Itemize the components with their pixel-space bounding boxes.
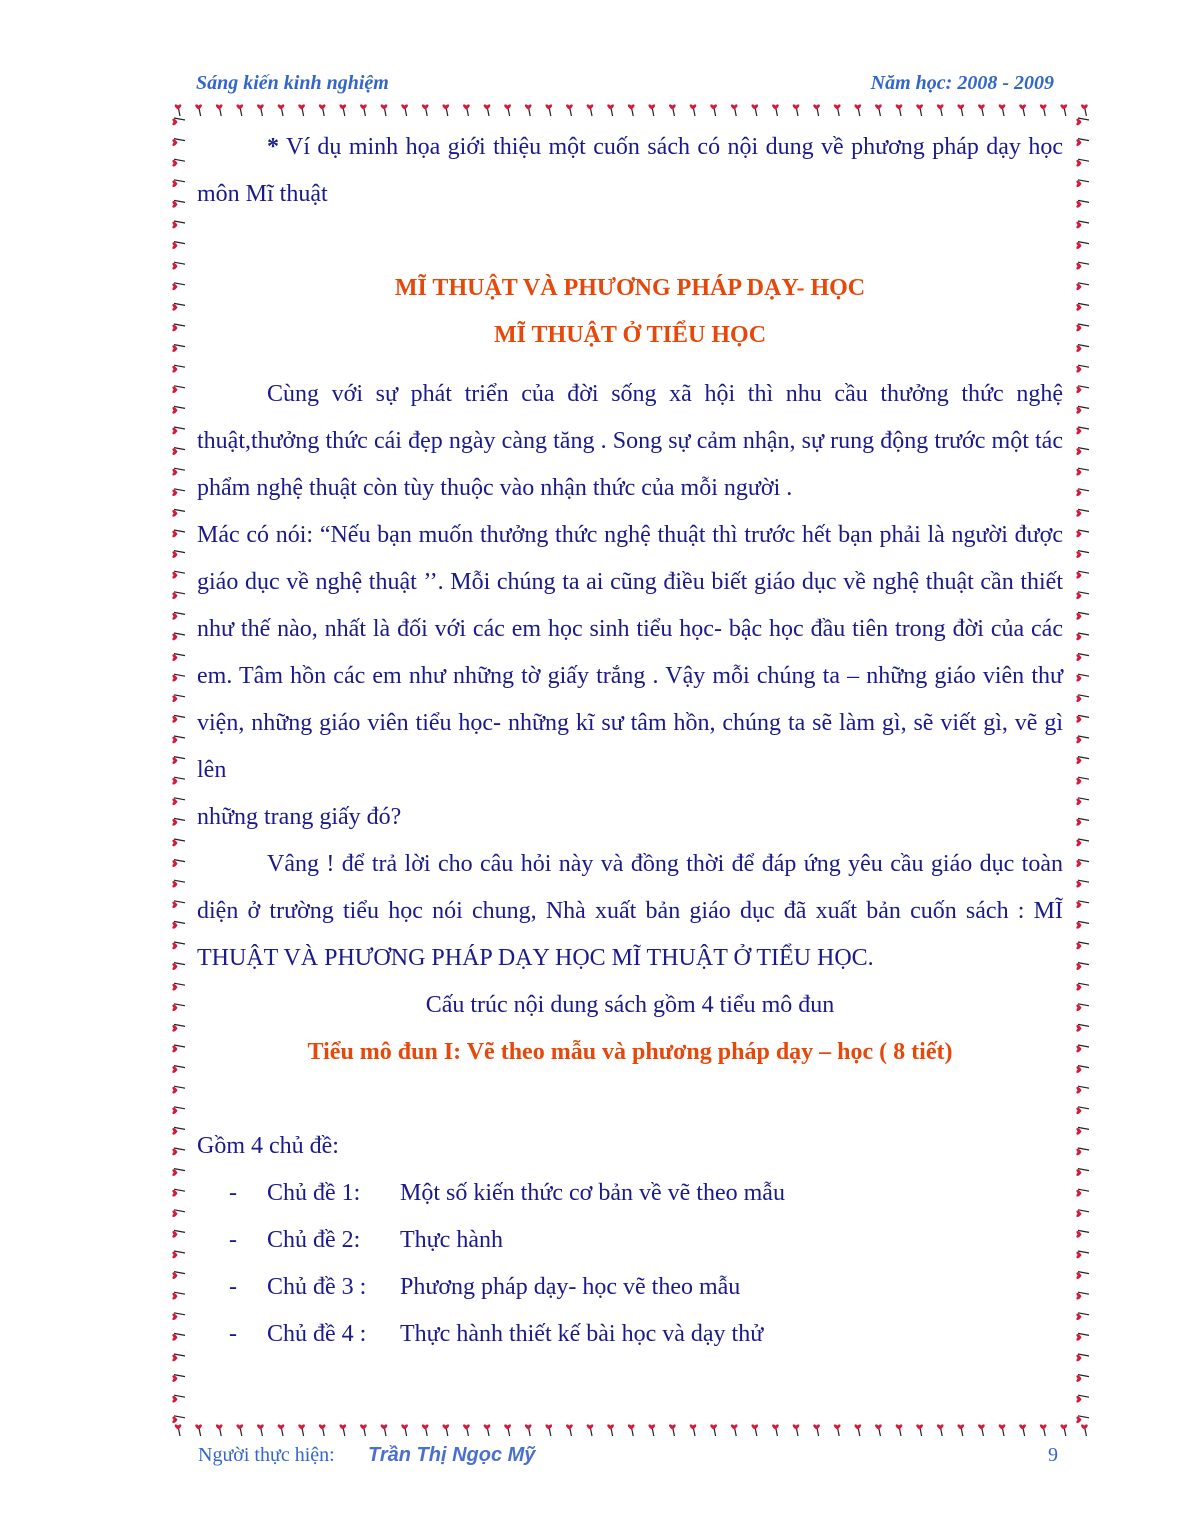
heart-ornament-icon [999,104,1006,116]
heart-ornament-icon [1076,365,1089,372]
page-header [196,72,1056,102]
heart-ornament-icon [381,1424,388,1436]
heart-ornament-icon [442,104,449,116]
heart-ornament-icon [381,104,388,116]
paragraph-1: Cùng với sự phát triển của đời sống xã hội thì nhu cầu thưởng thức nghệ thuật,thưởng thức cái đẹp ngày càng tăng . Song sự cảm nhận, sự rung động trước một tác phẩm nghệ thuật còn tùy thuộc vào nhận thức của mỗi người . [197,381,1063,501]
heart-ornament-icon [1076,1210,1089,1217]
heart-ornament-icon [916,104,923,116]
topic-text: Một số kiến thức cơ bản về vẽ theo mẫu [400,1180,785,1206]
topic-dash: - [229,1227,237,1253]
heart-ornament-icon [484,1424,491,1436]
heart-ornament-icon [1019,1424,1026,1436]
document-body [197,124,1063,1358]
heart-ornament-icon [172,118,185,125]
heart-ornament-icon [690,104,697,116]
heart-ornament-icon [172,1333,185,1340]
heart-ornament-icon [172,654,185,661]
heart-ornament-icon [1076,448,1089,455]
module-title: Tiểu mô đun I: Vẽ theo mẫu và phương pháp dạy – học ( 8 tiết) [307,1039,953,1065]
heart-ornament-icon [1076,509,1089,516]
heart-ornament-icon [854,1424,861,1436]
structure-line: Cấu trúc nội dung sách gồm 4 tiểu mô đun [425,992,835,1018]
header-school-year: Năm học: 2008 - 2009 [870,72,1054,94]
heart-ornament-icon [298,1424,305,1436]
heart-ornament-icon [172,942,185,949]
heart-ornament-icon [172,303,185,310]
heart-ornament-icon [216,1424,223,1436]
heart-ornament-icon [772,1424,779,1436]
heart-ornament-icon [1076,345,1089,352]
intro-paragraph [197,124,1063,218]
heart-ornament-icon [172,1395,185,1402]
heart-ornament-icon [172,818,185,825]
heart-ornament-icon [172,1230,185,1237]
heart-ornament-icon [422,104,429,116]
heart-ornament-icon [216,104,223,116]
heart-ornament-icon [172,489,185,496]
heart-ornament-icon [1076,736,1089,743]
heart-ornament-icon [172,963,185,970]
heart-ornament-icon [1040,1424,1047,1436]
heart-ornament-icon [710,104,717,116]
heart-ornament-icon [172,1045,185,1052]
heart-ornament-icon [1076,571,1089,578]
heart-ornament-icon [1076,1169,1089,1176]
heart-ornament-icon [172,571,185,578]
topic-item [197,1170,1063,1217]
heart-ornament-icon [896,1424,903,1436]
heart-ornament-icon [1076,427,1089,434]
topic-item [197,1311,1063,1358]
heart-ornament-icon [1076,777,1089,784]
heart-ornament-icon [1076,839,1089,846]
heart-ornament-icon [172,901,185,908]
heart-ornament-icon [1076,1333,1089,1340]
heart-ornament-icon [1076,592,1089,599]
heart-ornament-icon [1076,159,1089,166]
heart-ornament-icon [172,159,185,166]
heart-ornament-icon [172,1313,185,1320]
topic-label: Chủ đề 3 : [267,1274,367,1300]
heart-ornament-icon [1076,921,1089,928]
heart-ornament-icon [172,1066,185,1073]
heart-ornament-icon [690,1424,697,1436]
heart-ornament-icon [172,1086,185,1093]
heart-ornament-icon [1076,468,1089,475]
heart-ornament-icon [545,104,552,116]
heart-ornament-icon [172,674,185,681]
heart-ornament-icon [1076,303,1089,310]
topic-label: Chủ đề 2: [267,1227,361,1253]
heart-ornament-icon [916,1424,923,1436]
heart-ornament-icon [172,221,185,228]
heart-ornament-icon [172,695,185,702]
heart-ornament-icon [999,1424,1006,1436]
heart-ornament-icon [1076,1189,1089,1196]
page-footer [198,1444,1064,1476]
heart-ornament-icon [504,1424,511,1436]
paragraph-3: Vâng ! để trả lời cho câu hỏi này và đồng thời để đáp ứng yêu cầu giáo dục toàn diện ở trường tiểu học nói chung, Nhà xuất bản giáo dục đã xuất bản cuốn sách : MĨ THUẬT VÀ PHƯƠNG PHÁP DẠY HỌC MĨ THUẬT Ở TIỂU HỌC. [197,851,1063,971]
heart-ornament-icon [669,1424,676,1436]
heart-ornament-icon [1019,104,1026,116]
heart-ornament-icon [172,283,185,290]
heart-ornament-icon [854,104,861,116]
topic-label: Chủ đề 4 : [267,1321,367,1347]
topic-item [197,1217,1063,1264]
heart-ornament-icon [172,757,185,764]
heart-ornament-icon [731,104,738,116]
heart-ornament-icon [339,104,346,116]
heart-ornament-icon [319,1424,326,1436]
heart-ornament-icon [1076,983,1089,990]
heart-ornament-icon [172,530,185,537]
heart-ornament-icon [1076,1086,1089,1093]
heart-ornament-icon [257,104,264,116]
heart-ornament-icon [587,1424,594,1436]
heart-ornament-icon [1076,530,1089,537]
heart-ornament-icon [978,1424,985,1436]
heart-ornament-icon [1076,818,1089,825]
heart-ornament-icon [1076,1148,1089,1155]
heart-ornament-icon [172,1004,185,1011]
heart-ornament-icon [172,798,185,805]
heart-ornament-icon [172,612,185,619]
topic-dash: - [229,1274,237,1300]
heart-ornament-icon [172,633,185,640]
heart-ornament-icon [1040,104,1047,116]
decorative-border-bottom [170,1420,1090,1444]
author-name: Trần Thị Ngọc Mỹ [368,1444,536,1466]
header-left-title: Sáng kiến kinh nghiệm [196,72,389,94]
heart-ornament-icon [1076,1107,1089,1114]
heart-ornament-icon [463,1424,470,1436]
topic-item [197,1264,1063,1311]
heart-ornament-icon [236,104,243,116]
heart-ornament-icon [172,1024,185,1031]
heart-ornament-icon [1060,104,1067,116]
heart-ornament-icon [1076,880,1089,887]
heart-ornament-icon [236,1424,243,1436]
heart-ornament-icon [298,104,305,116]
heart-ornament-icon [257,1424,264,1436]
heart-ornament-icon [172,345,185,352]
heart-ornament-icon [172,386,185,393]
book-title-line-1: MĨ THUẬT VÀ PHƯƠNG PHÁP DẠY- HỌC [394,275,866,301]
heart-ornament-icon [172,427,185,434]
heart-ornament-icon [834,1424,841,1436]
heart-ornament-icon [607,1424,614,1436]
heart-ornament-icon [172,406,185,413]
heart-ornament-icon [442,1424,449,1436]
paragraph-2-end: những trang giấy đó? [197,804,402,830]
heart-ornament-icon [1076,489,1089,496]
heart-ornament-icon [1076,180,1089,187]
heart-ornament-icon [607,104,614,116]
heart-ornament-icon [1076,406,1089,413]
heart-ornament-icon [978,104,985,116]
heart-ornament-icon [957,104,964,116]
heart-ornament-icon [1076,1313,1089,1320]
topic-text: Thực hành [400,1227,503,1253]
heart-ornament-icon [1076,1251,1089,1258]
heart-ornament-icon [172,1272,185,1279]
heart-ornament-icon [957,1424,964,1436]
topics-intro: Gồm 4 chủ đề: [197,1133,339,1159]
heart-ornament-icon [587,104,594,116]
heart-ornament-icon [172,139,185,146]
heart-ornament-icon [731,1424,738,1436]
heart-ornament-icon [1076,1292,1089,1299]
heart-ornament-icon [172,921,185,928]
decorative-border-right [1070,100,1094,1444]
heart-ornament-icon [172,880,185,887]
heart-ornament-icon [172,1251,185,1258]
heart-ornament-icon [172,736,185,743]
heart-ornament-icon [172,324,185,331]
heart-ornament-icon [1076,1354,1089,1361]
heart-ornament-icon [875,104,882,116]
paragraph-2: Mác có nói: “Nếu bạn muốn thưởng thức nghệ thuật thì trước hết bạn phải là người được giáo dục về nghệ thuật ’’. Mỗi chúng ta ai cũng điều biết giáo dục về nghệ thuật cần thiết như thế nào, nhất là đối với các em học sinh tiểu học- bậc học đầu tiên trong đời của các em. Tâm hồn các em như những tờ giấy trắng . Vậy mỗi chúng ta – những giáo viên thư viện, những giáo viên tiểu học- những kĩ sư tâm hồn, chúng ta sẽ làm gì, sẽ viết gì, vẽ gì lên [197,522,1063,783]
book-title-line-2: MĨ THUẬT Ở TIỂU HỌC [493,322,767,348]
heart-ornament-icon [172,839,185,846]
heart-ornament-icon [628,1424,635,1436]
heart-ornament-icon [1076,942,1089,949]
heart-ornament-icon [278,104,285,116]
heart-ornament-icon [1076,221,1089,228]
heart-ornament-icon [401,1424,408,1436]
heart-ornament-icon [278,1424,285,1436]
heart-ornament-icon [834,104,841,116]
heart-ornament-icon [175,1424,182,1436]
heart-ornament-icon [525,1424,532,1436]
heart-ornament-icon [422,1424,429,1436]
heart-ornament-icon [937,104,944,116]
topic-dash: - [229,1321,237,1347]
heart-ornament-icon [172,1148,185,1155]
topic-text: Phương pháp dạy- học vẽ theo mẫu [400,1274,741,1300]
heart-ornament-icon [1081,1424,1088,1436]
heart-ornament-icon [463,104,470,116]
heart-ornament-icon [172,860,185,867]
heart-ornament-icon [1076,901,1089,908]
heart-ornament-icon [751,1424,758,1436]
heart-ornament-icon [566,1424,573,1436]
heart-ornament-icon [875,1424,882,1436]
heart-ornament-icon [1076,715,1089,722]
heart-ornament-icon [1076,139,1089,146]
heart-ornament-icon [172,1107,185,1114]
heart-ornament-icon [648,1424,655,1436]
heart-ornament-icon [1076,1004,1089,1011]
decorative-border-top [170,100,1090,124]
heart-ornament-icon [1076,1230,1089,1237]
heart-ornament-icon [1076,612,1089,619]
heart-ornament-icon [1076,242,1089,249]
heart-ornament-icon [172,551,185,558]
heart-ornament-icon [1076,695,1089,702]
heart-ornament-icon [1076,654,1089,661]
heart-ornament-icon [504,104,511,116]
heart-ornament-icon [525,104,532,116]
heart-ornament-icon [172,1127,185,1134]
heart-ornament-icon [360,104,367,116]
intro-text: Ví dụ minh họa giới thiệu một cuốn sách có nội dung về phương pháp dạy học môn Mĩ thuật [197,134,1063,207]
heart-ornament-icon [1076,798,1089,805]
heart-ornament-icon [172,715,185,722]
heart-ornament-icon [172,592,185,599]
topics-list [197,1170,1063,1358]
heart-ornament-icon [1076,1066,1089,1073]
topic-dash: - [229,1180,237,1206]
topic-text: Thực hành thiết kế bài học và dạy thử [400,1321,764,1347]
heart-ornament-icon [545,1424,552,1436]
heart-ornament-icon [1076,283,1089,290]
heart-ornament-icon [710,1424,717,1436]
heart-ornament-icon [1076,200,1089,207]
heart-ornament-icon [751,104,758,116]
heart-ornament-icon [1076,633,1089,640]
heart-ornament-icon [1076,551,1089,558]
heart-ornament-icon [1076,1375,1089,1382]
heart-ornament-icon [1076,1024,1089,1031]
heart-ornament-icon [896,104,903,116]
page-number: 9 [1048,1444,1058,1466]
heart-ornament-icon [172,468,185,475]
heart-ornament-icon [1076,1127,1089,1134]
heart-ornament-icon [172,1354,185,1361]
heart-ornament-icon [172,1189,185,1196]
heart-ornament-icon [172,180,185,187]
heart-ornament-icon [172,200,185,207]
heart-ornament-icon [772,104,779,116]
heart-ornament-icon [648,104,655,116]
heart-ornament-icon [1076,757,1089,764]
heart-ornament-icon [172,509,185,516]
heart-ornament-icon [937,1424,944,1436]
heart-ornament-icon [360,1424,367,1436]
heart-ornament-icon [1076,118,1089,125]
heart-ornament-icon [172,448,185,455]
heart-ornament-icon [813,1424,820,1436]
heart-ornament-icon [628,104,635,116]
heart-ornament-icon [793,104,800,116]
heart-ornament-icon [172,1375,185,1382]
heart-ornament-icon [566,104,573,116]
heart-ornament-icon [172,1210,185,1217]
author-label: Người thực hiện: [198,1444,335,1466]
heart-ornament-icon [172,1292,185,1299]
heart-ornament-icon [1060,1424,1067,1436]
heart-ornament-icon [793,1424,800,1436]
heart-ornament-icon [1076,963,1089,970]
heart-ornament-icon [484,104,491,116]
topic-label: Chủ đề 1: [267,1180,361,1206]
heart-ornament-icon [195,1424,202,1436]
heart-ornament-icon [172,262,185,269]
decorative-border-left [166,100,190,1444]
heart-ornament-icon [172,242,185,249]
heart-ornament-icon [1076,386,1089,393]
heart-ornament-icon [1076,1045,1089,1052]
heart-ornament-icon [401,104,408,116]
heart-ornament-icon [172,365,185,372]
heart-ornament-icon [1076,1272,1089,1279]
heart-ornament-icon [813,104,820,116]
heart-ornament-icon [172,1169,185,1176]
heart-ornament-icon [319,104,326,116]
heart-ornament-icon [172,777,185,784]
heart-ornament-icon [195,104,202,116]
intro-star: * [267,134,279,160]
heart-ornament-icon [1076,324,1089,331]
heart-ornament-icon [339,1424,346,1436]
heart-ornament-icon [172,983,185,990]
heart-ornament-icon [669,104,676,116]
heart-ornament-icon [1076,674,1089,681]
heart-ornament-icon [1076,262,1089,269]
heart-ornament-icon [1076,1395,1089,1402]
heart-ornament-icon [1076,860,1089,867]
